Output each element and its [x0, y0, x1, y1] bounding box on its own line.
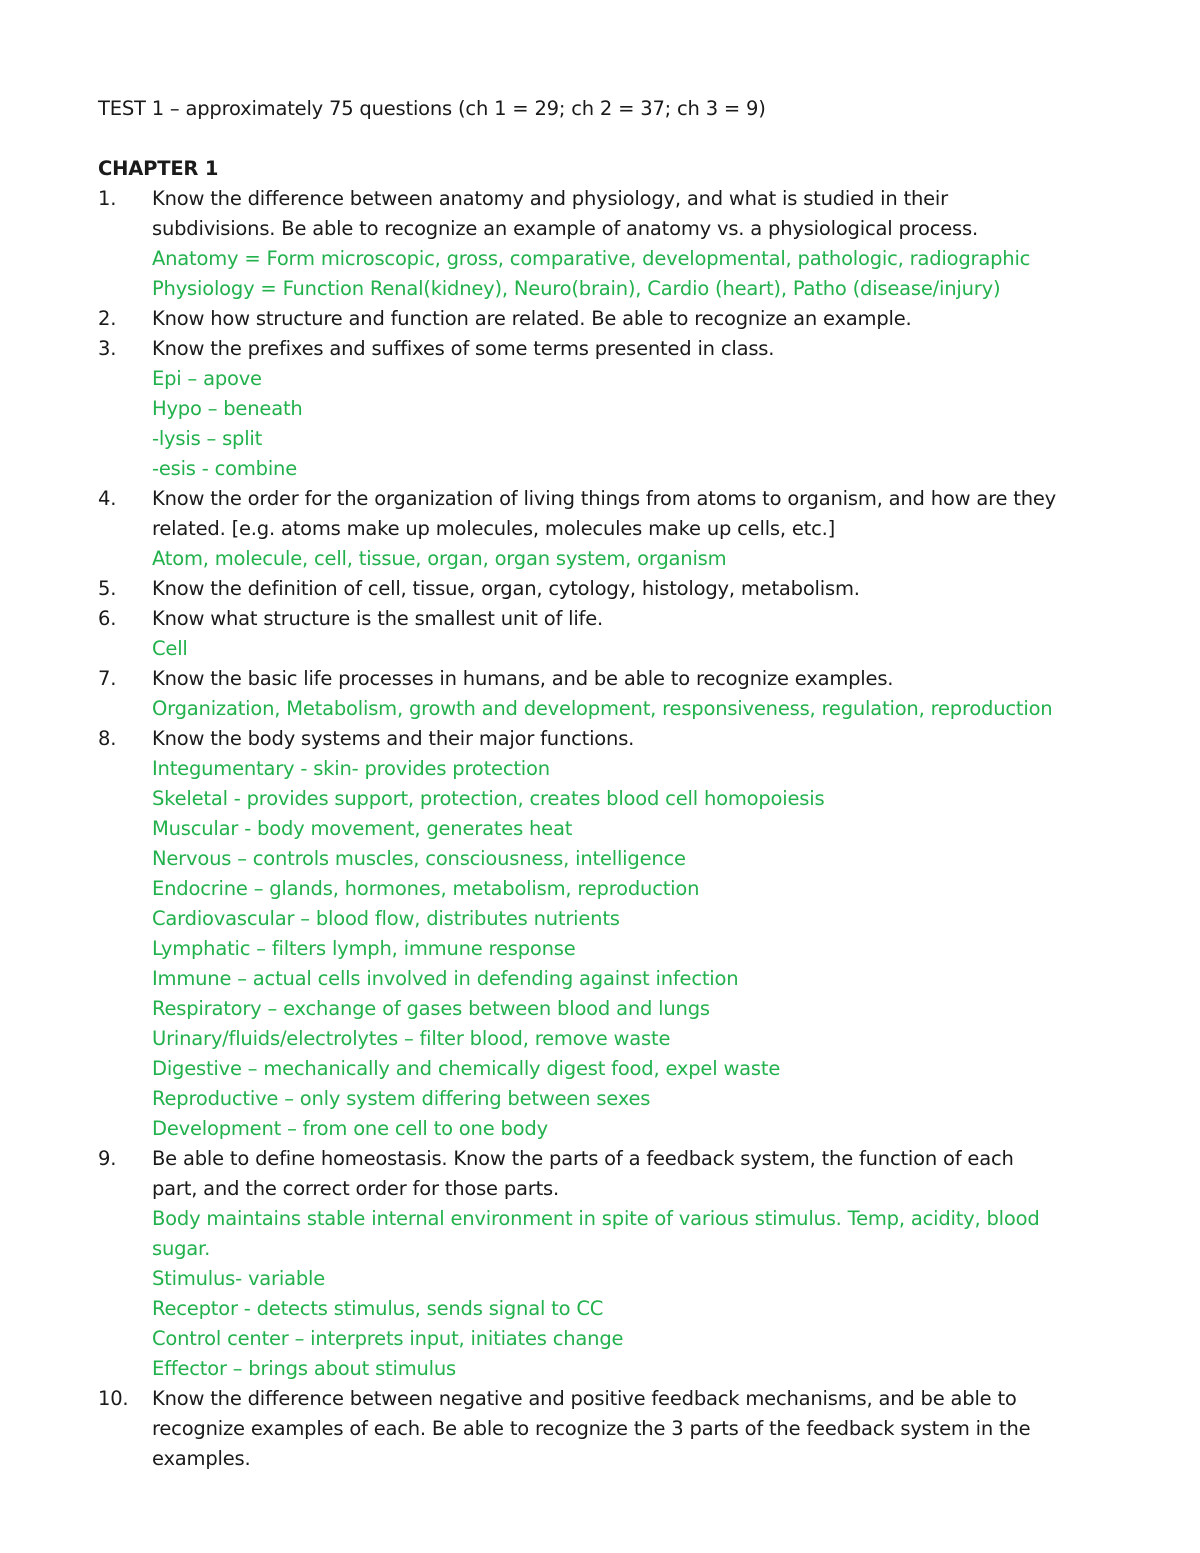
- question-line: [98, 304, 1128, 334]
- answer-line: Reproductive – only system differing between sexes: [152, 1087, 651, 1110]
- answer-line: Stimulus- variable: [152, 1267, 326, 1290]
- question-line: [98, 724, 1128, 754]
- question-text: Know the definition of cell, tissue, organ, cytology, histology, metabolism.: [152, 577, 860, 600]
- list-item: [98, 334, 1128, 484]
- item-number: 5.: [98, 577, 117, 600]
- answer-line: Hypo – beneath: [152, 397, 303, 420]
- item-number: 3.: [98, 337, 117, 360]
- answer-line: Integumentary - skin- provides protection: [152, 757, 550, 780]
- question-line: [98, 574, 1128, 604]
- list-item: [98, 1384, 1128, 1474]
- question-text: Be able to define homeostasis. Know the parts of a feedback system, the function of each: [152, 1147, 1014, 1170]
- list-item: [98, 574, 1128, 604]
- question-text: Know the difference between negative and positive feedback mechanisms, and be able to: [152, 1387, 1017, 1410]
- question-text: Know how structure and function are related. Be able to recognize an example.: [152, 307, 912, 330]
- answer-line: Respiratory – exchange of gases between blood and lungs: [152, 997, 710, 1020]
- item-number: 9.: [98, 1147, 117, 1170]
- answer-line: Epi – apove: [152, 367, 262, 390]
- answer-line: Physiology = Function Renal(kidney), Neuro(brain), Cardio (heart), Patho (disease/injury): [152, 277, 1001, 300]
- answer-line: Lymphatic – filters lymph, immune response: [152, 937, 576, 960]
- question-line: [98, 1384, 1128, 1414]
- question-line: recognize examples of each. Be able to recognize the 3 parts of the feedback system in the: [152, 1417, 1031, 1440]
- item-number: 7.: [98, 667, 117, 690]
- answer-line: Digestive – mechanically and chemically digest food, expel waste: [152, 1057, 781, 1080]
- list-item: [98, 484, 1128, 574]
- question-text: Know the difference between anatomy and physiology, and what is studied in their: [152, 187, 948, 210]
- answer-line: Anatomy = Form microscopic, gross, comparative, developmental, pathologic, radiographic: [152, 247, 1031, 270]
- item-number: 8.: [98, 727, 117, 750]
- list-item: [98, 724, 1128, 1144]
- question-line: part, and the correct order for those parts.: [152, 1177, 559, 1200]
- question-line: [98, 664, 1128, 694]
- answer-line: Development – from one cell to one body: [152, 1117, 548, 1140]
- answer-line: -lysis – split: [152, 427, 263, 450]
- item-number: 1.: [98, 187, 117, 210]
- answer-line: Urinary/fluids/electrolytes – filter blood, remove waste: [152, 1027, 671, 1050]
- answer-line: Muscular - body movement, generates heat: [152, 817, 573, 840]
- answer-line: Cell: [152, 637, 188, 660]
- chapter-heading: CHAPTER 1: [98, 157, 219, 180]
- question-line: [98, 484, 1128, 514]
- question-text: Know the order for the organization of living things from atoms to organism, and how are they: [152, 487, 1057, 510]
- question-line: subdivisions. Be able to recognize an example of anatomy vs. a physiological process.: [152, 217, 978, 240]
- answer-line: Atom, molecule, cell, tissue, organ, organ system, organism: [152, 547, 727, 570]
- answer-line: Nervous – controls muscles, consciousness, intelligence: [152, 847, 686, 870]
- list-item: [98, 1144, 1128, 1384]
- document-title: TEST 1 – approximately 75 questions (ch 1 = 29; ch 2 = 37; ch 3 = 9): [98, 97, 766, 120]
- list-item: [98, 604, 1128, 664]
- answer-line: Endocrine – glands, hormones, metabolism, reproduction: [152, 877, 700, 900]
- list-item: [98, 304, 1128, 334]
- item-number: 2.: [98, 307, 117, 330]
- question-text: Know the body systems and their major functions.: [152, 727, 635, 750]
- question-line: [98, 334, 1128, 364]
- item-number: 4.: [98, 487, 117, 510]
- answer-line: Control center – interprets input, initiates change: [152, 1327, 624, 1350]
- question-text: Know what structure is the smallest unit of life.: [152, 607, 604, 630]
- answer-line: Organization, Metabolism, growth and development, responsiveness, regulation, reproduction: [152, 697, 1053, 720]
- question-list: [98, 184, 1128, 1474]
- answer-line: Skeletal - provides support, protection, creates blood cell homopoiesis: [152, 787, 825, 810]
- item-number: 6.: [98, 607, 117, 630]
- answer-line: Body maintains stable internal environment in spite of various stimulus. Temp, acidity, blood: [152, 1207, 1040, 1230]
- document-page: [98, 94, 1128, 1474]
- answer-line: Effector – brings about stimulus: [152, 1357, 456, 1380]
- question-line: [98, 184, 1128, 214]
- answer-line: Receptor - detects stimulus, sends signal to CC: [152, 1297, 604, 1320]
- question-line: related. [e.g. atoms make up molecules, molecules make up cells, etc.]: [152, 517, 836, 540]
- question-line: examples.: [152, 1447, 251, 1470]
- answer-line: Cardiovascular – blood flow, distributes nutrients: [152, 907, 620, 930]
- list-item: [98, 664, 1128, 724]
- answer-line: sugar.: [152, 1237, 211, 1260]
- list-item: [98, 184, 1128, 304]
- item-number: 10.: [98, 1387, 129, 1410]
- answer-line: Immune – actual cells involved in defending against infection: [152, 967, 739, 990]
- answer-line: -esis - combine: [152, 457, 298, 480]
- question-text: Know the prefixes and suffixes of some terms presented in class.: [152, 337, 775, 360]
- question-line: [98, 1144, 1128, 1174]
- question-line: [98, 604, 1128, 634]
- question-text: Know the basic life processes in humans, and be able to recognize examples.: [152, 667, 894, 690]
